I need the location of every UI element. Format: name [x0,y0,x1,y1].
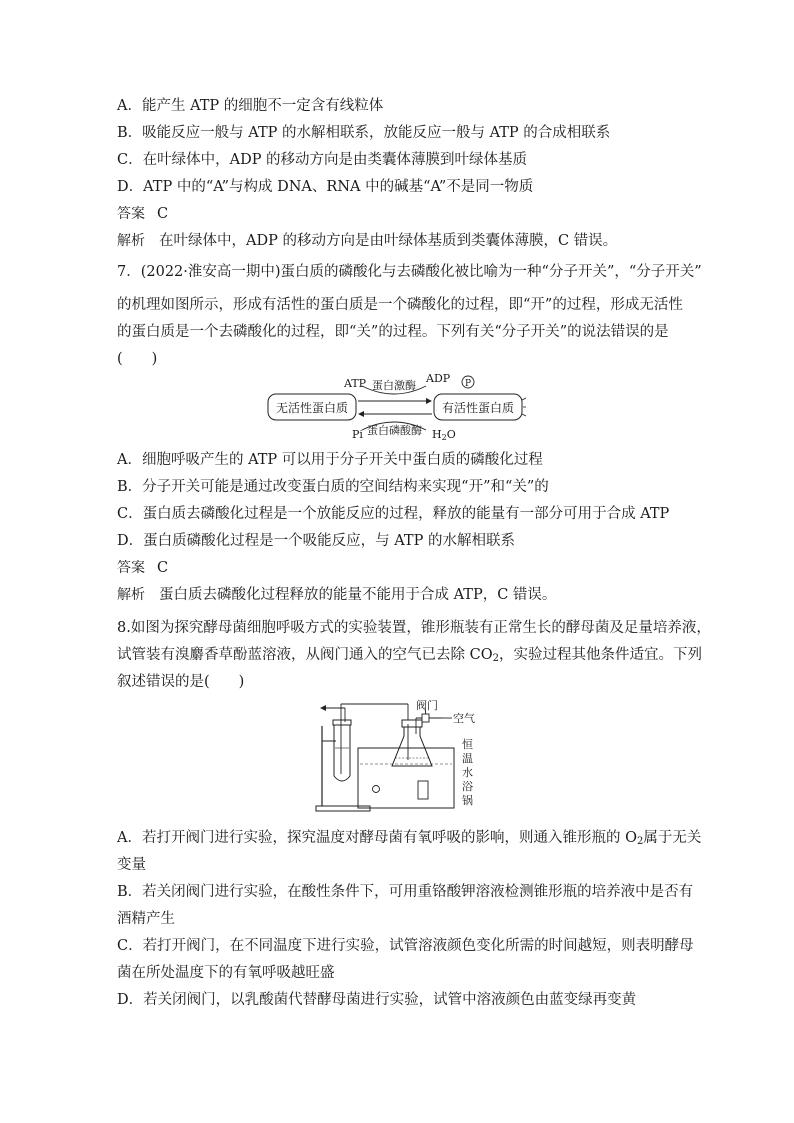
q7-stem-line-1: 7．(2022·淮安高一期中)蛋白质的磷酸化与去磷酸化被比喻为一种“分子开关”，“分子开关” [117,264,702,280]
q8-option-a-line-1: A．若打开阀门进行实验，探究温度对酵母菌有氧呼吸的影响，则通入锥形瓶的 $O_2$属于无关 [117,830,702,847]
q8-option-b-line-1: B．若关闭阀门进行实验，在酸性条件下，可用重铬酸钾溶液检测锥形瓶的培养液中是否有 [117,884,694,900]
q6-answer [117,204,168,224]
active-protein-label: 有活性蛋白质 [441,401,515,415]
bath-label-char-5: 锅 [462,794,473,807]
q8-option-d: D．若关闭阀门，以乳酸菌代替酵母菌进行实验，试管中溶液颜色由蓝变绿再变黄 [117,992,637,1008]
water-label: H2O [432,428,456,442]
q6-option-c: C．在叶绿体中，ADP 的移动方向是由类囊体薄膜到叶绿体基质 [117,152,528,168]
q7-option-b: B．分子开关可能是通过改变蛋白质的空间结构来实现“开”和“关”的 [117,479,549,495]
water-bath [358,748,454,808]
q7-stem-line-4: ( ) [117,351,158,367]
phosphate-label: P [464,379,472,389]
yeast-respiration-apparatus [312,696,492,816]
bath-label-char-4: 浴 [462,780,473,793]
molecular-switch-diagram [266,372,526,442]
q6-option-d: D．ATP 中的“A”与构成 DNA、RNA 中的碱基“A”不是同一物质 [117,179,534,195]
protein-kinase-label: 蛋白激酶 [372,379,416,392]
explanation-text: 蛋白质去磷酸化过程释放的能量不能用于合成 ATP，C 错误。 [159,587,557,603]
pi-label: Pi [352,428,363,441]
q8-option-b-line-2: 酒精产生 [117,911,175,927]
answer-value: C [157,560,169,576]
q7-option-c: C．蛋白质去磷酸化过程是一个放能反应的过程，释放的能量有一部分可用于合成 ATP [117,506,670,522]
flask-stopper [402,720,422,727]
air-label: 空气 [453,712,475,725]
activity-mark-icon [522,398,526,416]
control-knob-icon [373,786,380,793]
outlet-arrow-icon [320,705,326,711]
explanation-label: 解析 [117,587,145,603]
protein-phosphatase-label: 蛋白磷酸酶 [367,424,422,437]
q8-stem-line-2: 试管装有溴麝香草酚蓝溶液，从阀门通入的空气已去除 $CO_2$，实验过程其他条件适宜。下列 [117,647,702,664]
explanation-label: 解析 [117,233,145,249]
control-panel [418,781,428,799]
bath-label-char-3: 水 [462,766,473,779]
bath-label-char-1: 恒 [462,738,473,751]
inactive-protein-label: 无活性蛋白质 [275,401,349,415]
q8-stem-line-3: 叙述错误的是( ) [117,674,245,690]
bath-label-char-2: 温 [462,752,473,765]
q7-stem-line-3: 的蛋白质是一个去磷酸化的过程，即“关”的过程。下列有关“分子开关”的说法错误的是 [117,324,669,340]
explanation-text: 在叶绿体中，ADP 的移动方向是由叶绿体基质到类囊体薄膜，C 错误。 [159,233,618,249]
answer-label: 答案 [117,206,145,222]
adp-label: ADP [426,372,451,385]
reverse-arrowhead-icon [358,411,364,417]
q6-option-a: A．能产生 ATP 的细胞不一定含有线粒体 [117,98,384,114]
q8-option-c-line-2: 菌在所处温度下的有氧呼吸越旺盛 [117,965,335,981]
q8-stem-line-1: 8.如图为探究酵母菌细胞呼吸方式的实验装置，锥形瓶装有正常生长的酵母菌及足量培养液， [117,620,711,636]
valve-icon [422,714,429,722]
q6-option-b: B．吸能反应一般与 ATP 的水解相联系，放能反应一般与 ATP 的合成相联系 [117,125,611,141]
q8-option-c-line-1: C．若打开阀门，在不同温度下进行实验，试管溶液颜色变化所需的时间越短，则表明酵母 [117,938,694,954]
test-tube [334,724,350,781]
conical-flask [392,726,432,766]
q7-answer [117,558,168,578]
q7-option-d: D．蛋白质磷酸化过程是一个吸能反应，与 ATP 的水解相联系 [117,533,515,549]
tube-stopper [333,720,351,725]
answer-value: C [157,206,169,222]
atp-label: ATP [344,377,367,390]
valve-label: 阀门 [416,699,438,712]
q7-stem-line-2: 的机理如图所示，形成有活性的蛋白质是一个磷酸化的过程，即“开”的过程，形成无活性 [117,297,683,313]
q7-explanation [117,585,556,605]
q8-option-a-line-2: 变量 [117,857,146,873]
forward-arrowhead-icon [426,398,432,404]
q7-option-a: A．细胞呼吸产生的 ATP 可以用于分子开关中蛋白质的磷酸化过程 [117,452,543,468]
answer-label: 答案 [117,560,145,576]
q6-explanation [117,231,617,251]
